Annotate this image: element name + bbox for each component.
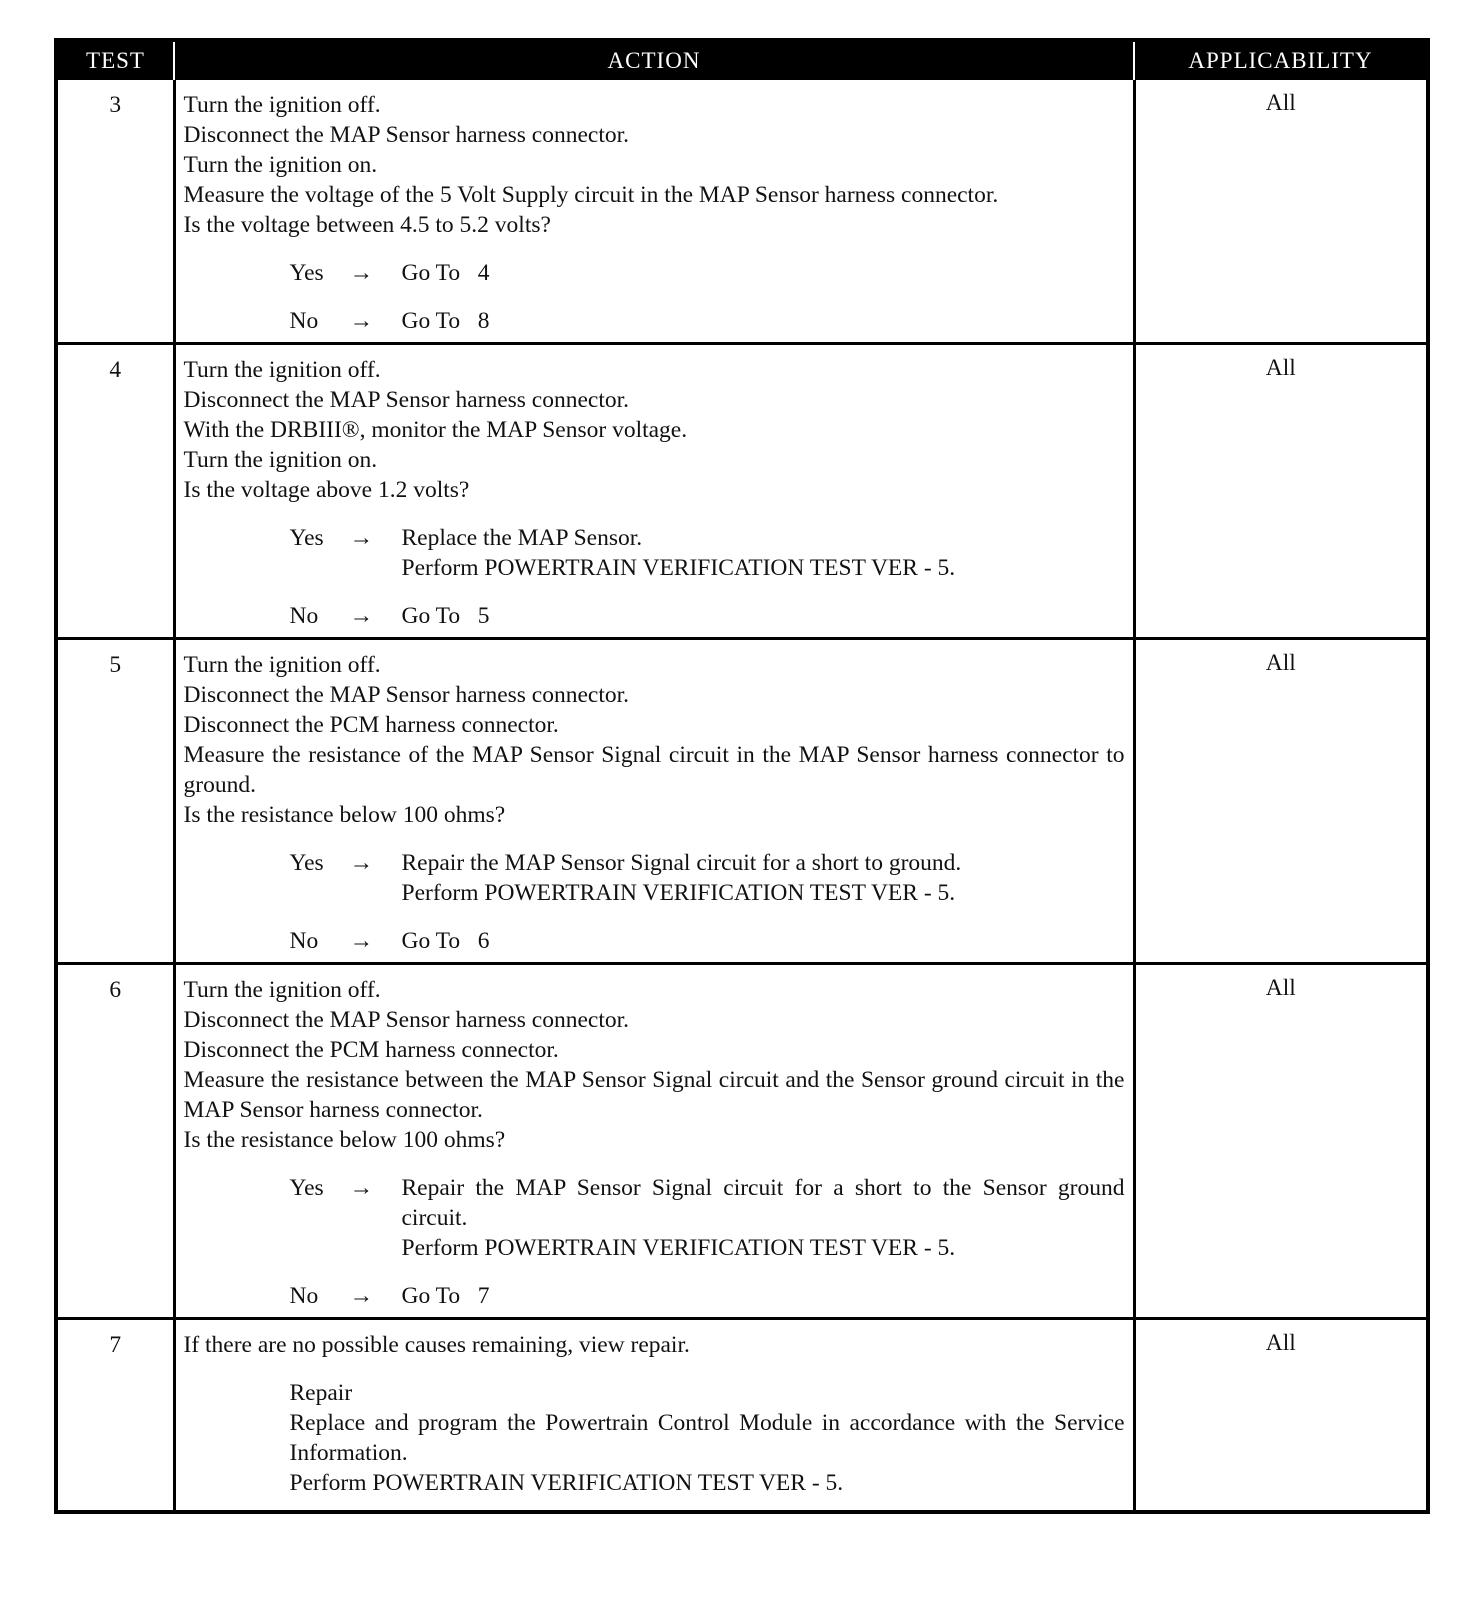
yes-result	[402, 848, 1125, 908]
no-label: No	[289, 308, 319, 334]
arrow-icon: →	[349, 260, 373, 286]
yes-result-line: Perform POWERTRAIN VERIFICATION TEST VER - 5.	[401, 880, 956, 906]
yes-branch	[290, 848, 1125, 908]
action-cell	[174, 80, 1134, 344]
yes-label: Yes	[289, 260, 324, 286]
action-step: Disconnect the MAP Sensor harness connector.	[183, 682, 630, 708]
arrow-icon: →	[349, 603, 373, 629]
yes-result	[402, 258, 1125, 288]
action-step: Is the voltage between 4.5 to 5.2 volts?	[183, 212, 551, 238]
action-step: Turn the ignition off.	[183, 357, 381, 383]
yes-result	[402, 1173, 1125, 1263]
yes-branch	[290, 1173, 1125, 1263]
action-step: Measure the resistance of the MAP Sensor Signal circuit in the MAP Sensor harness connector to ground.	[183, 742, 1125, 798]
action-step: If there are no possible causes remaining, view repair.	[183, 1332, 690, 1358]
test-number: 6	[58, 964, 174, 1319]
yes-result-line: Replace the MAP Sensor.	[401, 525, 643, 551]
action-step: Turn the ignition off.	[183, 652, 381, 678]
arrow-icon: →	[349, 308, 373, 334]
action-step: Disconnect the MAP Sensor harness connector.	[183, 122, 630, 148]
action-step: Is the resistance below 100 ohms?	[183, 802, 506, 828]
action-step: Is the voltage above 1.2 volts?	[183, 477, 470, 503]
no-result-line: Go To 8	[401, 308, 490, 334]
no-branch	[290, 926, 1125, 956]
no-result	[402, 306, 1125, 336]
header-test: TEST	[58, 42, 174, 80]
repair-label: Repair	[289, 1380, 353, 1406]
action-cell	[174, 344, 1134, 639]
action-step: Turn the ignition off.	[183, 977, 381, 1003]
arrow-icon: →	[349, 525, 373, 551]
yes-result-line: Repair the MAP Sensor Signal circuit for a short to ground.	[401, 850, 962, 876]
no-label: No	[289, 1283, 319, 1309]
action-cell	[174, 1319, 1134, 1511]
yes-branch	[290, 258, 1125, 288]
no-result-line: Go To 5	[401, 603, 490, 629]
applicability-value: All	[1134, 344, 1426, 639]
no-result	[402, 926, 1125, 956]
header-applicability: APPLICABILITY	[1134, 42, 1426, 80]
applicability-value: All	[1134, 1319, 1426, 1511]
yes-branch	[290, 523, 1125, 583]
yes-result-line: Repair the MAP Sensor Signal circuit for a short to the Sensor ground circuit.	[401, 1175, 1125, 1231]
table-row	[58, 80, 1426, 344]
action-step: Is the resistance below 100 ohms?	[183, 1127, 506, 1153]
arrow-icon: →	[349, 1283, 373, 1309]
header-action: ACTION	[174, 42, 1134, 80]
repair-line: Perform POWERTRAIN VERIFICATION TEST VER - 5.	[289, 1470, 844, 1496]
diagnostic-test-table	[58, 42, 1426, 1510]
table-row	[58, 639, 1426, 964]
action-step: Turn the ignition off.	[183, 92, 381, 118]
no-result-line: Go To 7	[401, 1283, 490, 1309]
arrow-icon: →	[349, 928, 373, 954]
repair-instructions	[290, 1408, 1125, 1498]
action-step: Disconnect the PCM harness connector.	[183, 712, 559, 738]
yes-result-line: Perform POWERTRAIN VERIFICATION TEST VER - 5.	[401, 1235, 956, 1261]
applicability-value: All	[1134, 80, 1426, 344]
no-branch	[290, 601, 1125, 631]
test-number: 3	[109, 92, 122, 118]
test-number: 4	[58, 344, 174, 639]
no-result	[402, 601, 1125, 631]
no-branch	[290, 306, 1125, 336]
yes-label: Yes	[289, 850, 324, 876]
table-header-row	[58, 42, 1426, 80]
test-number: 5	[58, 639, 174, 964]
action-step: Disconnect the MAP Sensor harness connector.	[183, 1007, 630, 1033]
arrow-icon: →	[349, 850, 373, 876]
action-step: Measure the voltage of the 5 Volt Supply circuit in the MAP Sensor harness connector.	[183, 182, 999, 208]
no-result	[402, 1281, 1125, 1311]
no-label: No	[289, 928, 319, 954]
action-step: Turn the ignition on.	[183, 447, 378, 473]
action-cell	[174, 639, 1134, 964]
repair-line: Replace and program the Powertrain Control Module in accordance with the Service Information.	[289, 1410, 1125, 1466]
yes-label: Yes	[289, 525, 324, 551]
table-row	[58, 1319, 1426, 1511]
no-label: No	[289, 603, 319, 629]
applicability-value: All	[1134, 964, 1426, 1319]
action-step: Turn the ignition on.	[183, 152, 378, 178]
diagnostic-table-sheet	[54, 38, 1430, 1514]
arrow-icon: →	[349, 1175, 373, 1201]
yes-result-line: Go To 4	[401, 260, 490, 286]
yes-label: Yes	[289, 1175, 324, 1201]
yes-result	[402, 523, 1125, 583]
yes-result-line: Perform POWERTRAIN VERIFICATION TEST VER - 5.	[401, 555, 956, 581]
no-branch	[290, 1281, 1125, 1311]
action-step: Disconnect the PCM harness connector.	[183, 1037, 559, 1063]
action-step: With the DRBIII®, monitor the MAP Sensor voltage.	[183, 417, 688, 443]
table-row	[58, 344, 1426, 639]
action-step: Measure the resistance between the MAP Sensor Signal circuit and the Sensor ground circuit in the MAP Sensor harness connector.	[183, 1067, 1125, 1123]
table-row	[58, 964, 1426, 1319]
action-cell	[174, 964, 1134, 1319]
action-step: Disconnect the MAP Sensor harness connector.	[183, 387, 630, 413]
test-number: 7	[58, 1319, 174, 1511]
applicability-value: All	[1134, 639, 1426, 964]
no-result-line: Go To 6	[401, 928, 490, 954]
